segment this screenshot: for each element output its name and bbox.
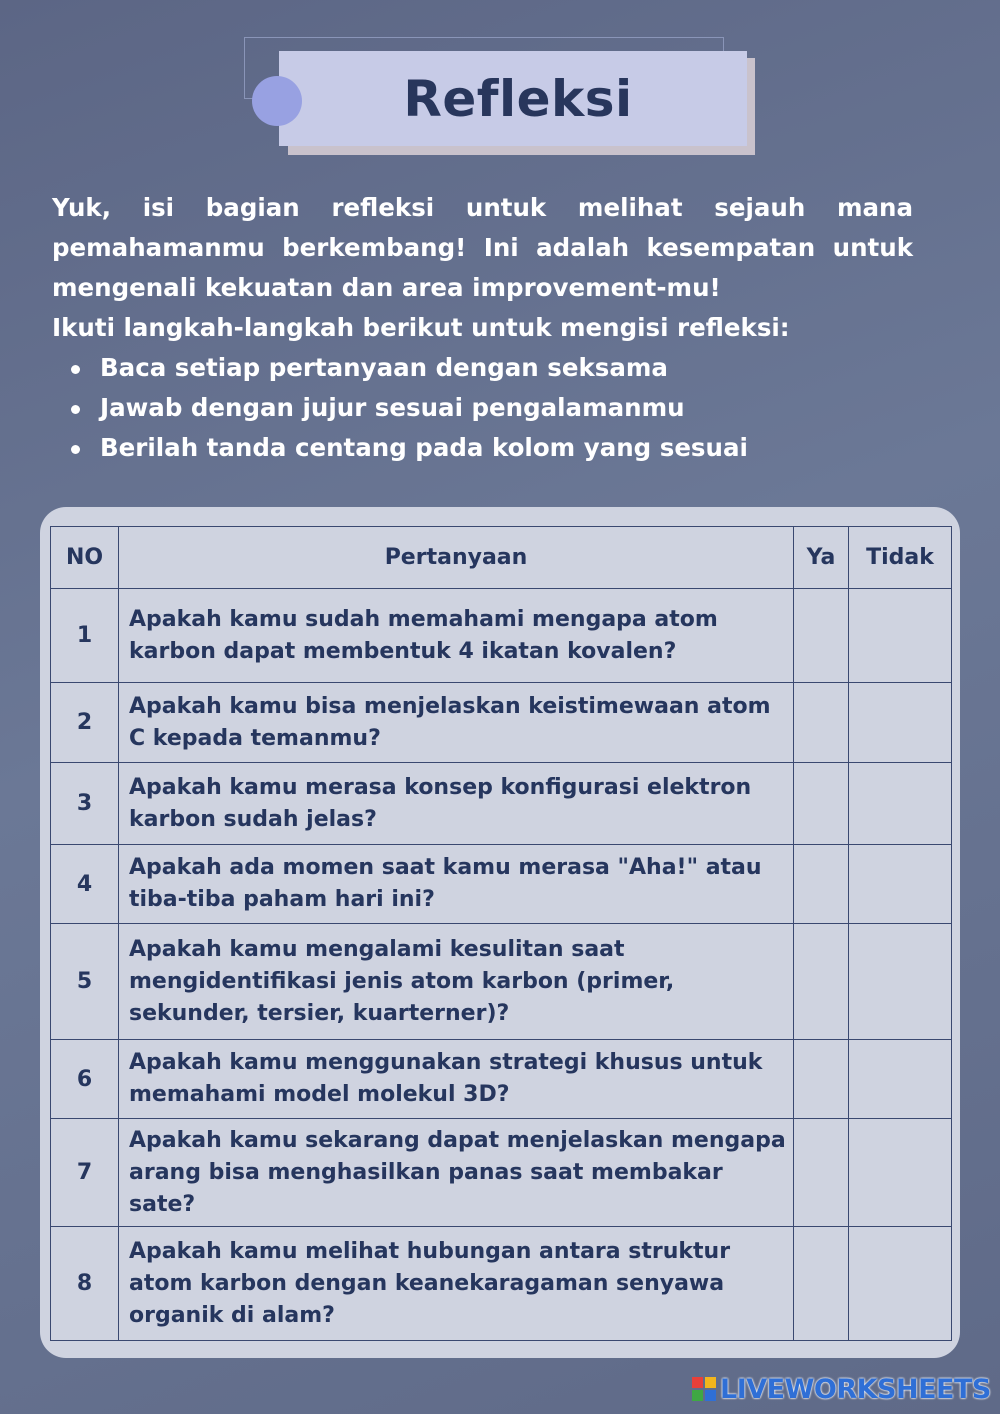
no-answer-cell[interactable] — [849, 845, 952, 924]
list-item: Berilah tanda centang pada kolom yang sesuai — [100, 428, 913, 468]
row-question: Apakah kamu sekarang dapat menjelaskan mengapa arang bisa menghasilkan panas saat membakar sate? — [119, 1119, 794, 1227]
no-answer-cell[interactable] — [849, 589, 952, 683]
table-row — [51, 1040, 952, 1119]
yes-answer-cell[interactable] — [794, 1227, 849, 1341]
liveworksheets-watermark — [692, 1374, 991, 1404]
no-answer-cell[interactable] — [849, 924, 952, 1040]
row-number: 4 — [51, 845, 119, 924]
row-number: 1 — [51, 589, 119, 683]
steps-list — [52, 348, 913, 468]
row-question: Apakah ada momen saat kamu merasa "Aha!" atau tiba-tiba paham hari ini? — [119, 845, 794, 924]
yes-answer-cell[interactable] — [794, 763, 849, 845]
no-answer-cell[interactable] — [849, 1119, 952, 1227]
header-no-answer: Tidak — [849, 527, 952, 589]
liveworksheets-logo-icon — [692, 1377, 716, 1401]
row-number: 5 — [51, 924, 119, 1040]
yes-answer-cell[interactable] — [794, 845, 849, 924]
row-number: 2 — [51, 683, 119, 763]
yes-answer-cell[interactable] — [794, 924, 849, 1040]
table-header-row — [51, 527, 952, 589]
row-question: Apakah kamu merasa konsep konfigurasi elektron karbon sudah jelas? — [119, 763, 794, 845]
row-question: Apakah kamu melihat hubungan antara struktur atom karbon dengan keanekaragaman senyawa organik di alam? — [119, 1227, 794, 1341]
no-answer-cell[interactable] — [849, 1040, 952, 1119]
row-number: 8 — [51, 1227, 119, 1341]
row-question: Apakah kamu menggunakan strategi khusus untuk memahami model molekul 3D? — [119, 1040, 794, 1119]
list-item: Jawab dengan jujur sesuai pengalamanmu — [100, 388, 913, 428]
table-row — [51, 589, 952, 683]
yes-answer-cell[interactable] — [794, 589, 849, 683]
intro-section — [52, 188, 913, 468]
header-yes: Ya — [794, 527, 849, 589]
reflection-table — [50, 526, 952, 1341]
no-answer-cell[interactable] — [849, 683, 952, 763]
table-row — [51, 1227, 952, 1341]
instruction-text: Ikuti langkah-langkah berikut untuk mengisi refleksi: — [52, 313, 790, 342]
page-title: Refleksi — [403, 69, 633, 128]
yes-answer-cell[interactable] — [794, 1040, 849, 1119]
header-no: NO — [51, 527, 119, 589]
watermark-text: LIVEWORKSHEETS — [720, 1373, 991, 1405]
table-row — [51, 924, 952, 1040]
yes-answer-cell[interactable] — [794, 683, 849, 763]
intro-paragraph: Yuk, isi bagian refleksi untuk melihat sejauh mana pemahamanmu berkembang! Ini adalah kesempatan untuk mengenali kekuatan dan area improvement-mu! — [52, 193, 913, 302]
row-question: Apakah kamu mengalami kesulitan saat mengidentifikasi jenis atom karbon (primer, sekunder, tersier, kuarterner)? — [119, 924, 794, 1040]
table-row — [51, 845, 952, 924]
list-item: Baca setiap pertanyaan dengan seksama — [100, 348, 913, 388]
table-row — [51, 1119, 952, 1227]
no-answer-cell[interactable] — [849, 1227, 952, 1341]
table-row — [51, 763, 952, 845]
row-question: Apakah kamu bisa menjelaskan keistimewaan atom C kepada temanmu? — [119, 683, 794, 763]
no-answer-cell[interactable] — [849, 763, 952, 845]
row-number: 3 — [51, 763, 119, 845]
row-question: Apakah kamu sudah memahami mengapa atom karbon dapat membentuk 4 ikatan kovalen? — [119, 589, 794, 683]
yes-answer-cell[interactable] — [794, 1119, 849, 1227]
table-row — [51, 683, 952, 763]
decorative-dot — [252, 76, 302, 126]
title-banner — [279, 51, 747, 146]
row-number: 7 — [51, 1119, 119, 1227]
row-number: 6 — [51, 1040, 119, 1119]
header-question: Pertanyaan — [119, 527, 794, 589]
